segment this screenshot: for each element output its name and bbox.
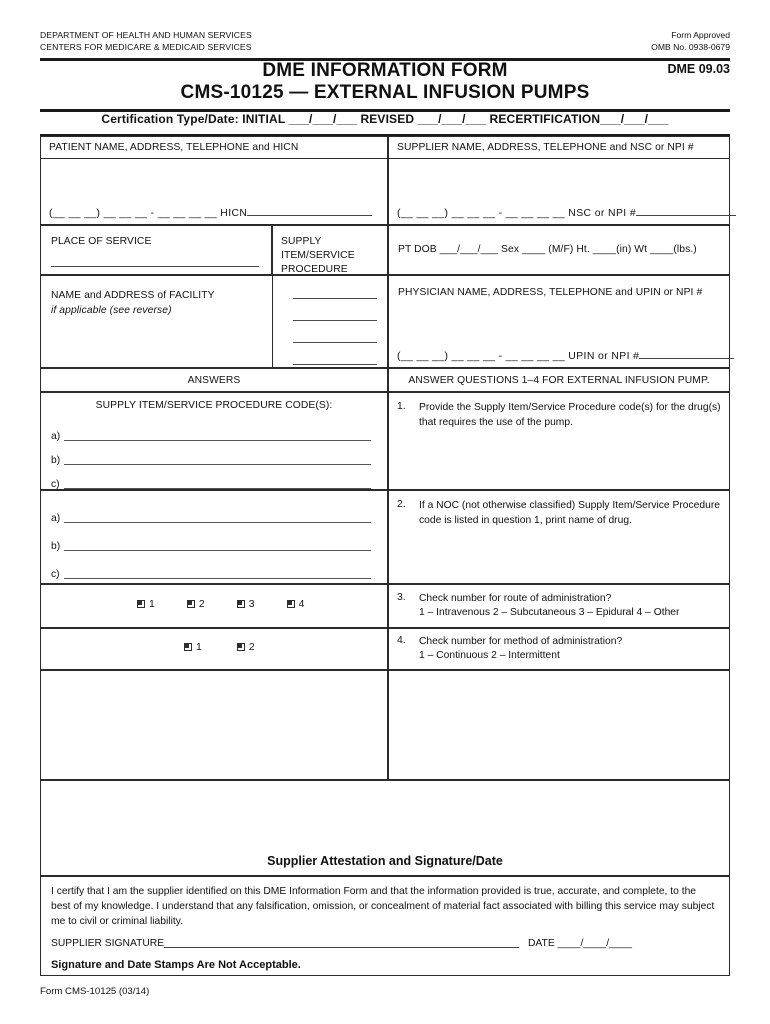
checkbox-icon[interactable] [184,643,192,651]
q3-option-1[interactable]: 1 [137,599,184,610]
q3-option-2[interactable]: 2 [187,599,234,610]
facility-subnote: if applicable (see reverse) [51,305,172,317]
q4-text: Check number for method of administration? [419,636,623,647]
title-line-2: CMS-10125 — EXTERNAL INFUSION PUMPS [180,82,590,104]
q3-text: Check number for route of administration? [419,593,612,604]
questions-header-label: ANSWER QUESTIONS 1–4 FOR EXTERNAL INFUSION PUMP. [408,375,710,386]
q4-option-2[interactable]: 2 [237,642,287,653]
checkbox-icon[interactable] [287,600,295,608]
attestation-title: Supplier Attestation and Signature/Date [267,854,503,868]
supplier-header-label: SUPPLIER NAME, ADDRESS, TELEPHONE and NSC or NPI # [397,142,694,153]
q1-answer-b-line[interactable] [64,455,371,465]
q1-text: Provide the Supply Item/Service Procedure code(s) for the drug(s) that requires the use of the pump. [419,402,721,428]
signature-input-line[interactable] [164,938,519,948]
question-cell-q1 [388,392,730,490]
place-of-service-label: PLACE OF SERVICE [51,236,152,247]
form-title [40,60,730,105]
answers-header-label: ANSWERS [187,375,241,386]
agency-header [40,30,730,53]
q4-option-1[interactable]: 1 [184,642,234,653]
place-of-service-blank[interactable] [51,266,259,267]
facility-label: NAME and ADDRESS of FACILITY if applicable (see reverse) [51,290,215,317]
q1-answer-title: SUPPLY ITEM/SERVICE PROCEDURE CODE(S): [95,400,333,411]
certification-type-date: Certification Type/Date: INITIAL ___/___/___ REVISED ___/___/___ RECERTIFICATION___/___/___ [101,112,669,126]
q1-answer-a[interactable]: a) [51,431,373,442]
form-approved-label: Form Approved [671,30,730,40]
omb-approval [651,30,730,53]
supplier-phone-nsc: (__ __ __) __ __ __ - __ __ __ __ NSC or NPI # [397,207,736,219]
facility-blank-2[interactable] [293,320,377,321]
answer-cell-blank[interactable] [40,670,388,780]
supply-code-label-cell [272,225,388,275]
title-line-1: DME INFORMATION FORM [262,60,508,81]
q4-checkbox-group[interactable] [184,642,287,653]
q3-number: 3. [397,592,406,603]
q2-answer-c-line[interactable] [64,569,371,579]
q2-answer-a[interactable]: a) [51,513,373,524]
facility-blank-4[interactable] [293,364,377,365]
pt-demographics-line: PT DOB ___/___/___ Sex ____ (M/F) Ht. ____(in) Wt ____(lbs.) [398,244,697,255]
physician-header-label: PHYSICIAN NAME, ADDRESS, TELEPHONE and UPIN or NPI # [398,287,703,298]
questions-header-cell [388,368,730,392]
physician-phone-upin: (__ __ __) __ __ __ - __ __ __ __ UPIN or NPI # [397,350,734,362]
q3-subtext: 1 – Intravenous 2 – Subcutaneous 3 – Epidural 4 – Other [419,607,680,618]
q2-answer-b-line[interactable] [64,541,371,551]
q1-answer-a-line[interactable] [64,431,371,441]
omb-number: OMB No. 0938-0679 [651,41,730,52]
signature-stamp-notice: Signature and Date Stamps Are Not Acceptable. [51,959,301,971]
pt-demographics-cell[interactable] [388,225,730,275]
attestation-title-cell [40,780,730,876]
question-cell-blank[interactable] [388,670,730,780]
q3-option-3[interactable]: 3 [237,599,284,610]
signature-line-row[interactable] [51,938,717,949]
agency-name [40,30,252,53]
date-label[interactable]: DATE ____/____/____ [527,938,632,949]
q1-answer-c[interactable]: c) [51,479,373,490]
q4-subtext: 1 – Continuous 2 – Intermittent [419,650,560,661]
answer-cell-q4[interactable] [40,628,388,670]
question-cell-q4 [388,628,730,670]
facility-blank-3[interactable] [293,342,377,343]
answer-cell-q2[interactable] [40,490,388,584]
q4-number: 4. [397,635,406,646]
supplier-header-cell [388,136,730,158]
signature-label: SUPPLIER SIGNATURE [51,938,165,949]
attestation-body-cell [40,876,730,976]
place-of-service-cell[interactable] [40,225,272,275]
q3-checkbox-group[interactable] [137,599,334,610]
q1-answer-c-line[interactable] [64,479,371,489]
form-page [40,0,730,1024]
q1-answer-b[interactable]: b) [51,455,373,466]
q1-number: 1. [397,401,406,412]
physician-cell[interactable] [388,275,730,368]
attestation-body-text: I certify that I am the supplier identified on this DME Information Form and that the information provided is true, accurate, and complete, to the best of my knowledge. I understand that any falsification, omission, or concealment of material fact associated with billing this service may subject me to civil or criminal liability. [51,886,715,928]
patient-info-cell[interactable] [40,158,388,225]
q2-answer-a-line[interactable] [64,513,371,523]
dme-version-label: DME 09.03 [667,62,730,76]
supply-code-label: SUPPLY ITEM/SERVICE PROCEDURE [281,236,355,275]
question-cell-q2 [388,490,730,584]
q3-option-4[interactable]: 4 [287,599,334,610]
patient-header-label: PATIENT NAME, ADDRESS, TELEPHONE and HICN [49,142,299,153]
supplier-info-cell[interactable] [388,158,730,225]
q2-answer-b[interactable]: b) [51,541,373,552]
facility-cell[interactable] [40,275,272,368]
answer-cell-q3[interactable] [40,584,388,628]
checkbox-icon[interactable] [187,600,195,608]
q2-answer-c[interactable]: c) [51,569,373,580]
checkbox-icon[interactable] [237,643,245,651]
patient-header-cell [40,136,388,158]
agency-line-2: CENTERS FOR MEDICARE & MEDICAID SERVICES [40,41,252,52]
answers-header-cell [40,368,388,392]
facility-blank-lines-cell[interactable] [272,275,388,368]
form-grid [40,136,730,976]
q2-text: If a NOC (not otherwise classified) Supply Item/Service Procedure code is listed in question 1, print name of drug. [419,500,721,526]
question-cell-q3 [388,584,730,628]
answer-cell-q1[interactable] [40,392,388,490]
checkbox-icon[interactable] [137,600,145,608]
form-footer-id: Form CMS-10125 (03/14) [40,986,150,997]
patient-phone-hicn: (__ __ __) __ __ __ - __ __ __ __ HICN [49,207,372,219]
q2-number: 2. [397,499,406,510]
agency-line-1: DEPARTMENT OF HEALTH AND HUMAN SERVICES [40,30,252,40]
facility-blank-1[interactable] [293,298,377,299]
checkbox-icon[interactable] [237,600,245,608]
